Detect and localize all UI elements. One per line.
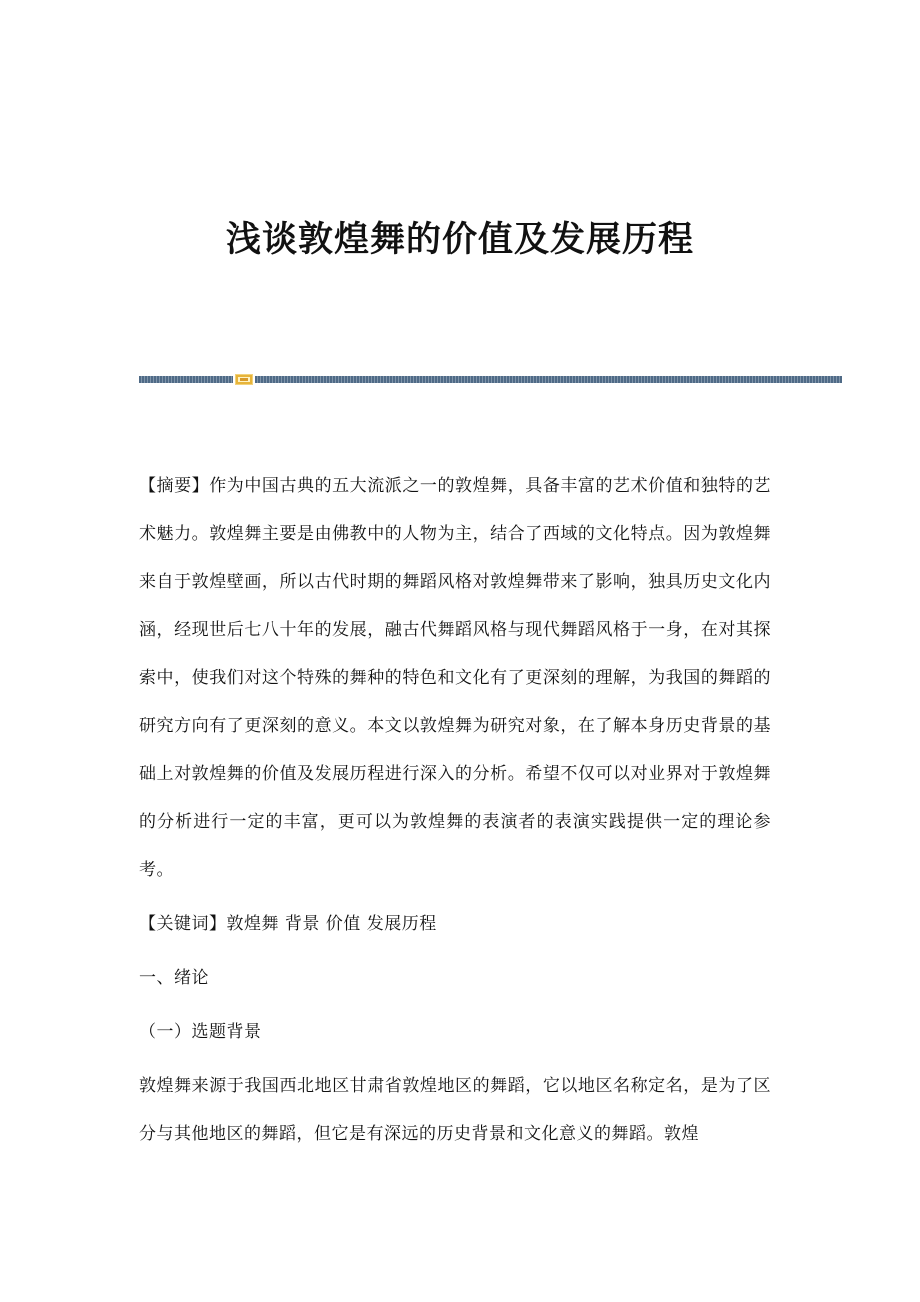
subsection-heading: （一）选题背景 [139,1022,262,1042]
divider-bar-right [255,376,842,383]
document-body [139,462,771,1158]
document-title: 浅谈敦煌舞的价值及发展历程 [225,219,694,260]
body-paragraph: 敦煌舞来源于我国西北地区甘肃省敦煌地区的舞蹈，它以地区名称定名，是为了区分与其他地区的舞蹈，但它是有深远的历史背景和文化意义的舞蹈。敦煌 [139,1076,771,1144]
section-heading: 一、绪论 [139,968,209,988]
divider-bar-left [139,376,233,383]
keywords-line: 【关键词】敦煌舞 背景 价值 发展历程 [139,914,437,934]
abstract-paragraph: 【摘要】作为中国古典的五大流派之一的敦煌舞，具备丰富的艺术价值和独特的艺术魅力。敦煌舞主要是由佛教中的人物为主，结合了西域的文化特点。因为敦煌舞来自于敦煌壁画，所以古代时期的舞蹈风格对敦煌舞带来了影响，独具历史文化内涵，经现世后七八十年的发展，融古代舞蹈风格与现代舞蹈风格于一身，在对其探索中，使我们对这个特殊的舞种的特色和文化有了更深刻的理解，为我国的舞蹈的研究方向有了更深刻的意义。本文以敦煌舞为研究对象，在了解本身历史背景的基础上对敦煌舞的价值及发展历程进行深入的分析。希望不仅可以对业界对于敦煌舞的分析进行一定的丰富，更可以为敦煌舞的表演者的表演实践提供一定的理论参考。 [139,476,771,880]
title-divider [139,374,842,385]
divider-ornament-icon [235,374,253,385]
